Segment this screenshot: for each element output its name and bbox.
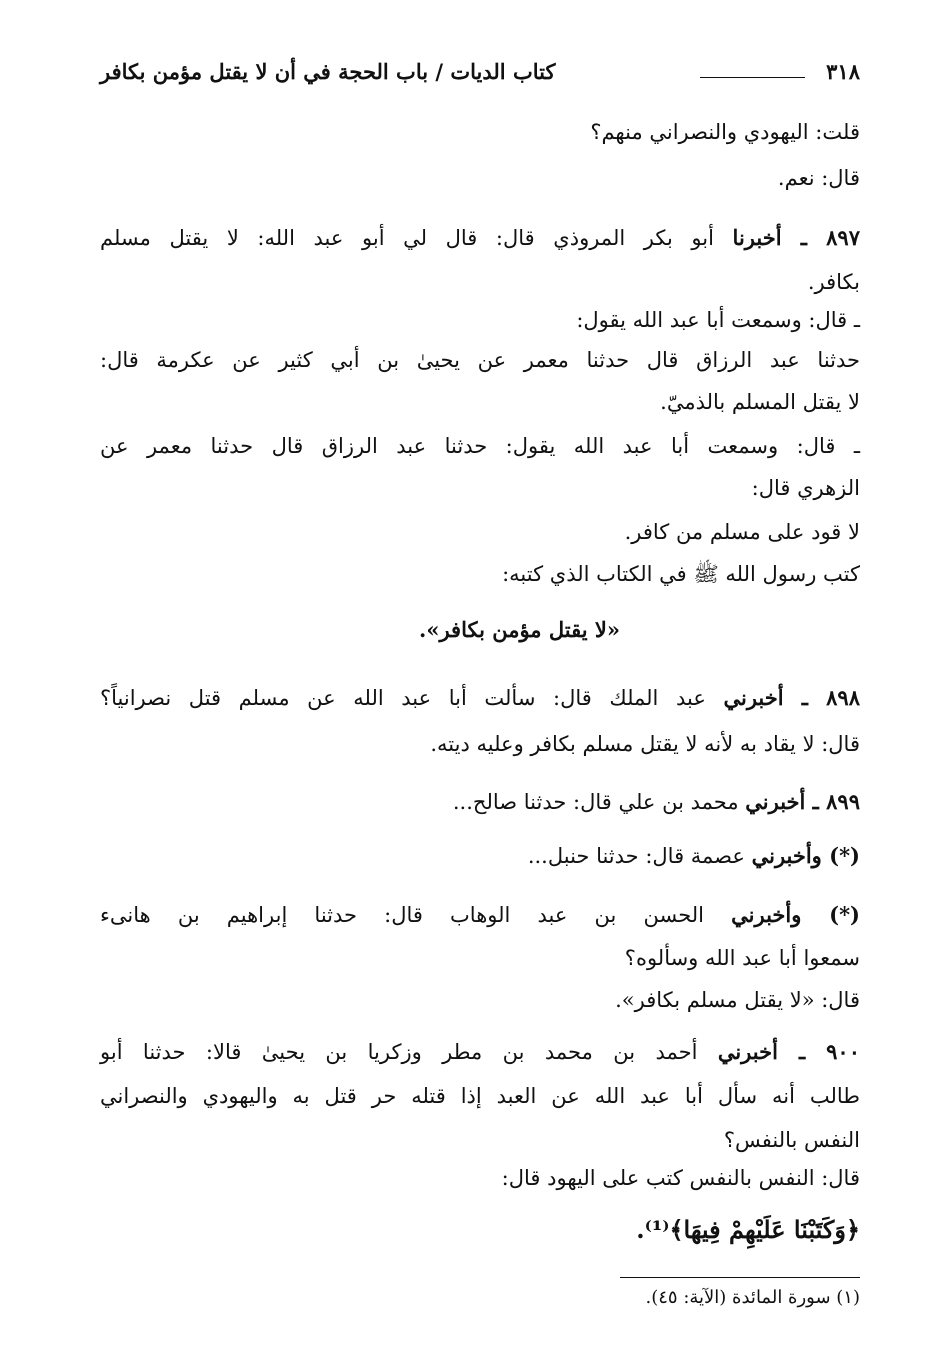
- text-line: ـ قال: وسمعت أبا عبد الله يقول: حدثنا عبد الرزاق قال حدثنا معمر عن: [100, 434, 860, 458]
- text-line: قال: النفس بالنفس كتب على اليهود قال:: [501, 1166, 860, 1190]
- header-rule: [700, 77, 805, 78]
- text-line: النفس بالنفس؟: [723, 1128, 860, 1152]
- text-line: لا يقتل المسلم بالذميّ.: [660, 390, 860, 414]
- running-title: كتاب الديات / باب الحجة في أن لا يقتل مؤمن بكافر: [100, 59, 556, 84]
- text-line: طالب أنه سأل أبا عبد الله عن العبد إذا قتله حر قتل به واليهودي والنصراني: [100, 1084, 860, 1108]
- text-line: سمعوا أبا عبد الله وسألوه؟: [624, 946, 860, 970]
- text-line: قال: نعم.: [777, 166, 860, 190]
- page-number: ٣١٨: [826, 59, 860, 84]
- text-line: ٨٩٧ ـ أخبرنا أبو بكر المروذي قال: قال لي أبو عبد الله: لا يقتل مسلم: [100, 225, 860, 250]
- text-line: ٨٩٩ ـ أخبرني محمد بن علي قال: حدثنا صالح...: [452, 789, 860, 814]
- text-line: قال: لا يقاد به لأنه لا يقتل مسلم بكافر وعليه ديته.: [430, 732, 860, 756]
- text-line: الزهري قال:: [751, 476, 860, 500]
- page-header: [100, 55, 860, 95]
- text-line: (*) وأخبرني الحسن بن عبد الوهاب قال: حدثنا إبراهيم بن هانىء: [100, 902, 860, 927]
- text-line: قال: «لا يقتل مسلم بكافر».: [615, 988, 860, 1012]
- quran-verse: ﴿وَكَتَبْنَا عَلَيْهِمْ فِيهَا﴾⁽¹⁾.: [636, 1215, 860, 1244]
- book-page: [100, 55, 860, 1345]
- text-line: لا قود على مسلم من كافر.: [624, 520, 860, 544]
- text-line: ـ قال: وسمعت أبا عبد الله يقول:: [576, 308, 860, 332]
- footnote-rule: [620, 1277, 860, 1278]
- text-line: ٩٠٠ ـ أخبرني أحمد بن محمد بن مطر وزكريا بن يحيىٰ قالا: حدثنا أبو: [100, 1039, 860, 1064]
- text-line: قلت: اليهودي والنصراني منهم؟: [590, 120, 860, 144]
- footnote: (١) سورة المائدة (الآية: ٤٥).: [645, 1287, 860, 1308]
- text-line: ٨٩٨ ـ أخبرني عبد الملك قال: سألت أبا عبد الله عن مسلم قتل نصرانياً؟: [100, 685, 860, 710]
- text-line: بكافر.: [807, 270, 860, 294]
- quoted-hadith: «لا يقتل مؤمن بكافر».: [419, 617, 620, 642]
- text-line: كتب رسول الله ﷺ في الكتاب الذي كتبه:: [502, 562, 860, 586]
- text-line: (*) وأخبرني عصمة قال: حدثنا حنبل...: [527, 843, 860, 868]
- text-line: حدثنا عبد الرزاق قال حدثنا معمر عن يحيىٰ بن أبي كثير عن عكرمة قال:: [100, 348, 860, 372]
